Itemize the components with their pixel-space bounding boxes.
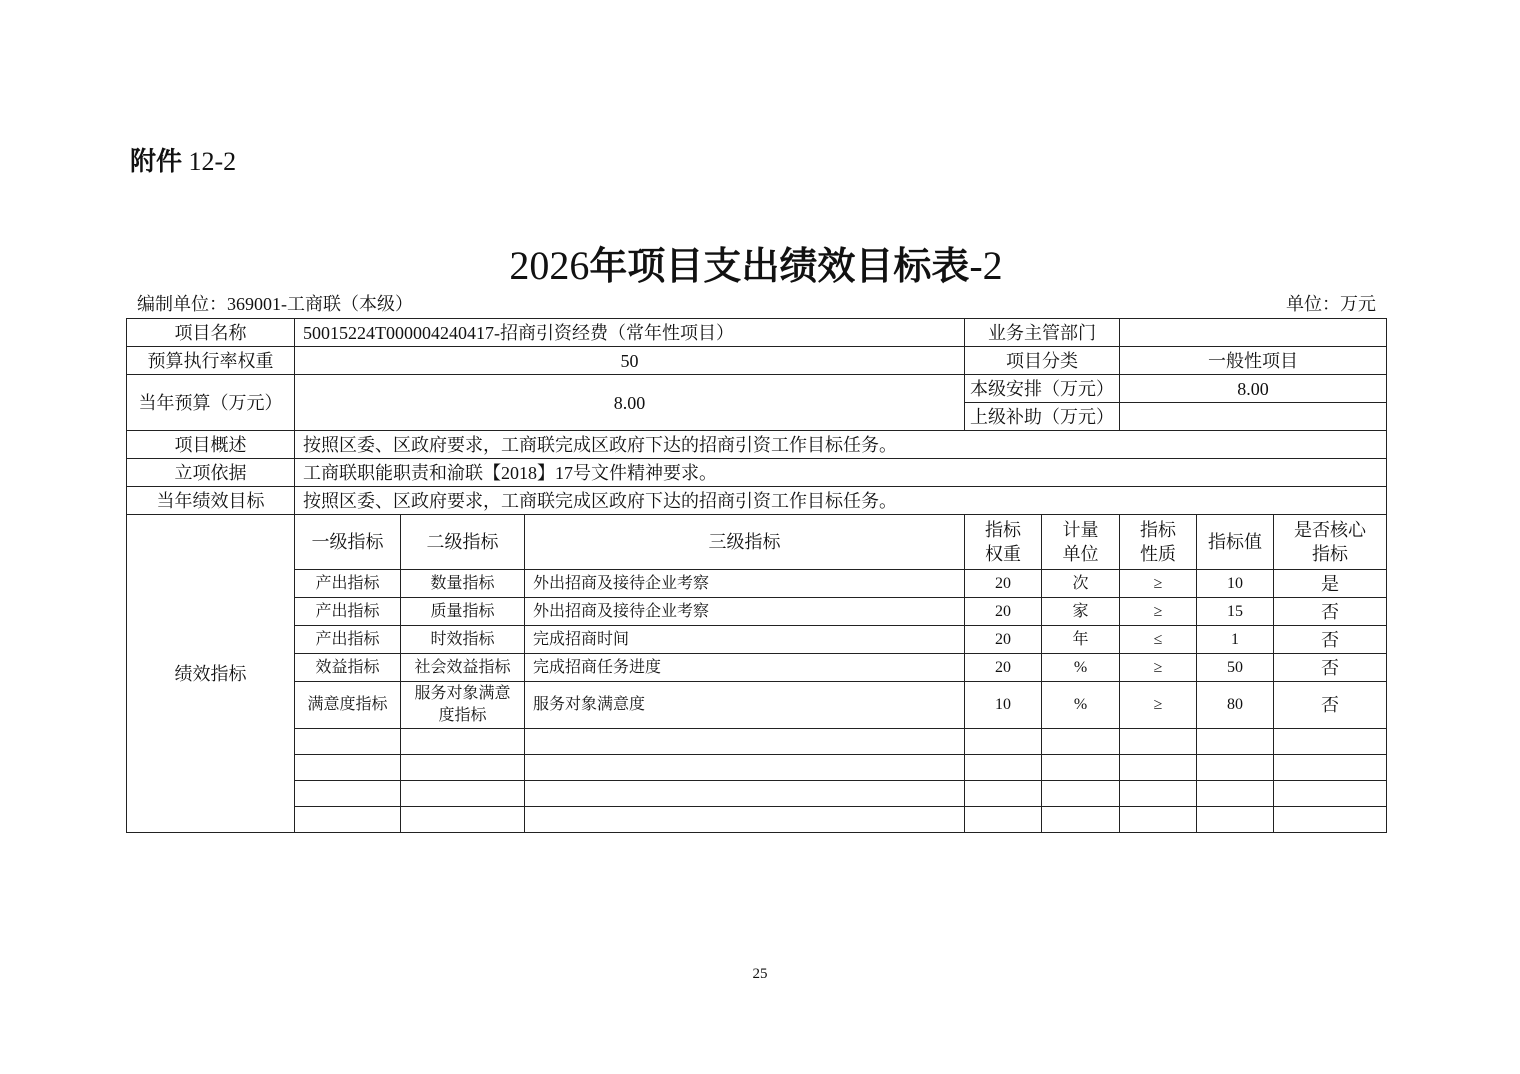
- empty-row: [127, 807, 1387, 833]
- indicator-core: 否: [1274, 654, 1387, 682]
- indicator-row: [127, 570, 1387, 598]
- indicator-row: [127, 682, 1387, 729]
- indicator-unit: %: [1042, 682, 1120, 729]
- header-unit-line1: 计量: [1062, 520, 1099, 540]
- indicator-value: 80: [1197, 682, 1274, 729]
- indicator-level3: 完成招商任务进度: [525, 654, 965, 682]
- indicator-nature: ≥: [1120, 570, 1197, 598]
- indicator-level2-line1: 服务对象满意: [414, 685, 511, 702]
- indicator-weight: 20: [965, 626, 1042, 654]
- indicator-level3: 外出招商及接待企业考察: [525, 598, 965, 626]
- overview-label: 项目概述: [127, 431, 295, 459]
- overview-value: 按照区委、区政府要求，工商联完成区政府下达的招商引资工作目标任务。: [295, 431, 1387, 459]
- indicator-value: 1: [1197, 626, 1274, 654]
- indicator-unit: %: [1042, 654, 1120, 682]
- indicator-weight: 20: [965, 598, 1042, 626]
- indicator-unit: 次: [1042, 570, 1120, 598]
- header-weight-line1: 指标: [985, 520, 1021, 540]
- header-nature-line1: 指标: [1140, 520, 1176, 540]
- header-weight: [965, 515, 1042, 570]
- table-row: [127, 347, 1387, 375]
- indicator-nature: ≥: [1120, 654, 1197, 682]
- indicator-weight: 20: [965, 570, 1042, 598]
- indicator-level2: 时效指标: [401, 626, 525, 654]
- indicator-row: [127, 598, 1387, 626]
- indicator-nature: ≥: [1120, 682, 1197, 729]
- header-value: 指标值: [1197, 515, 1274, 570]
- indicator-core: 是: [1274, 570, 1387, 598]
- indicator-value: 50: [1197, 654, 1274, 682]
- attachment-label: [130, 146, 236, 178]
- goal-label: 当年绩效目标: [127, 487, 295, 515]
- org-unit: 编制单位：369001-工商联（本级）: [137, 294, 413, 314]
- indicator-level1: 产出指标: [295, 598, 401, 626]
- table-row: [127, 487, 1387, 515]
- indicator-weight: 20: [965, 654, 1042, 682]
- local-value: 8.00: [1120, 375, 1387, 403]
- money-unit: 单位：万元: [1286, 294, 1376, 314]
- basis-value: 工商联职能职责和渝联【2018】17号文件精神要求。: [295, 459, 1387, 487]
- title-year: 2026: [509, 243, 590, 288]
- indicator-unit: 年: [1042, 626, 1120, 654]
- header-core-line1: 是否核心: [1294, 520, 1366, 540]
- empty-row: [127, 755, 1387, 781]
- table-row: [127, 431, 1387, 459]
- indicator-level2: [401, 682, 525, 729]
- project-name-label: 项目名称: [127, 319, 295, 347]
- indicator-level1: 满意度指标: [295, 682, 401, 729]
- header-level2: 二级指标: [401, 515, 525, 570]
- empty-row: [127, 781, 1387, 807]
- indicator-value: 10: [1197, 570, 1274, 598]
- table-row: [127, 459, 1387, 487]
- budget-label: 当年预算（万元）: [127, 375, 295, 431]
- dept-label: 业务主管部门: [965, 319, 1120, 347]
- attachment-prefix: 附件: [130, 147, 183, 177]
- indicator-level1: 效益指标: [295, 654, 401, 682]
- header-nature-line2: 性质: [1140, 544, 1176, 564]
- indicator-level2: 数量指标: [401, 570, 525, 598]
- subsidy-value: [1120, 403, 1387, 431]
- header-unit: [1042, 515, 1120, 570]
- indicator-header-row: [127, 515, 1387, 570]
- indicator-core: 否: [1274, 598, 1387, 626]
- indicator-row: [127, 654, 1387, 682]
- header-level3: 三级指标: [525, 515, 965, 570]
- exec-weight-label: 预算执行率权重: [127, 347, 295, 375]
- header-weight-line2: 权重: [985, 544, 1021, 564]
- header-level1: 一级指标: [295, 515, 401, 570]
- indicator-level2-line2: 度指标: [438, 707, 487, 724]
- page-number: 25: [752, 966, 768, 982]
- header-core-line2: 指标: [1312, 544, 1348, 564]
- category-label: 项目分类: [965, 347, 1120, 375]
- header-core: [1274, 515, 1387, 570]
- indicator-level2: 质量指标: [401, 598, 525, 626]
- local-label: 本级安排（万元）: [965, 375, 1120, 403]
- indicator-core: 否: [1274, 626, 1387, 654]
- performance-table: [126, 318, 1387, 833]
- header-unit-line2: 单位: [1062, 544, 1099, 564]
- budget-value: 8.00: [295, 375, 965, 431]
- indicator-level1: 产出指标: [295, 626, 401, 654]
- indicator-row: [127, 626, 1387, 654]
- exec-weight-value: 50: [295, 347, 965, 375]
- page-title: [0, 240, 1512, 292]
- empty-row: [127, 729, 1387, 755]
- table-row: [127, 375, 1387, 403]
- subsidy-label: 上级补助（万元）: [965, 403, 1120, 431]
- indicator-nature: ≥: [1120, 598, 1197, 626]
- indicators-section-label: 绩效指标: [127, 515, 295, 833]
- dept-value: [1120, 319, 1387, 347]
- title-text: 年项目支出绩效目标表: [589, 244, 970, 288]
- header-nature: [1120, 515, 1197, 570]
- indicator-level3: 外出招商及接待企业考察: [525, 570, 965, 598]
- project-name-value: 50015224T000004240417-招商引资经费（常年性项目）: [295, 319, 965, 347]
- basis-label: 立项依据: [127, 459, 295, 487]
- attachment-number: 12-2: [188, 147, 237, 176]
- indicator-unit: 家: [1042, 598, 1120, 626]
- indicator-core: 否: [1274, 682, 1387, 729]
- indicator-level1: 产出指标: [295, 570, 401, 598]
- indicator-value: 15: [1197, 598, 1274, 626]
- table-row: [127, 319, 1387, 347]
- indicator-level2: 社会效益指标: [401, 654, 525, 682]
- goal-value: 按照区委、区政府要求，工商联完成区政府下达的招商引资工作目标任务。: [295, 487, 1387, 515]
- indicator-nature: ≤: [1120, 626, 1197, 654]
- indicator-level3: 完成招商时间: [525, 626, 965, 654]
- title-suffix: -2: [969, 243, 1003, 288]
- category-value: 一般性项目: [1120, 347, 1387, 375]
- indicator-level3: 服务对象满意度: [525, 682, 965, 729]
- indicator-weight: 10: [965, 682, 1042, 729]
